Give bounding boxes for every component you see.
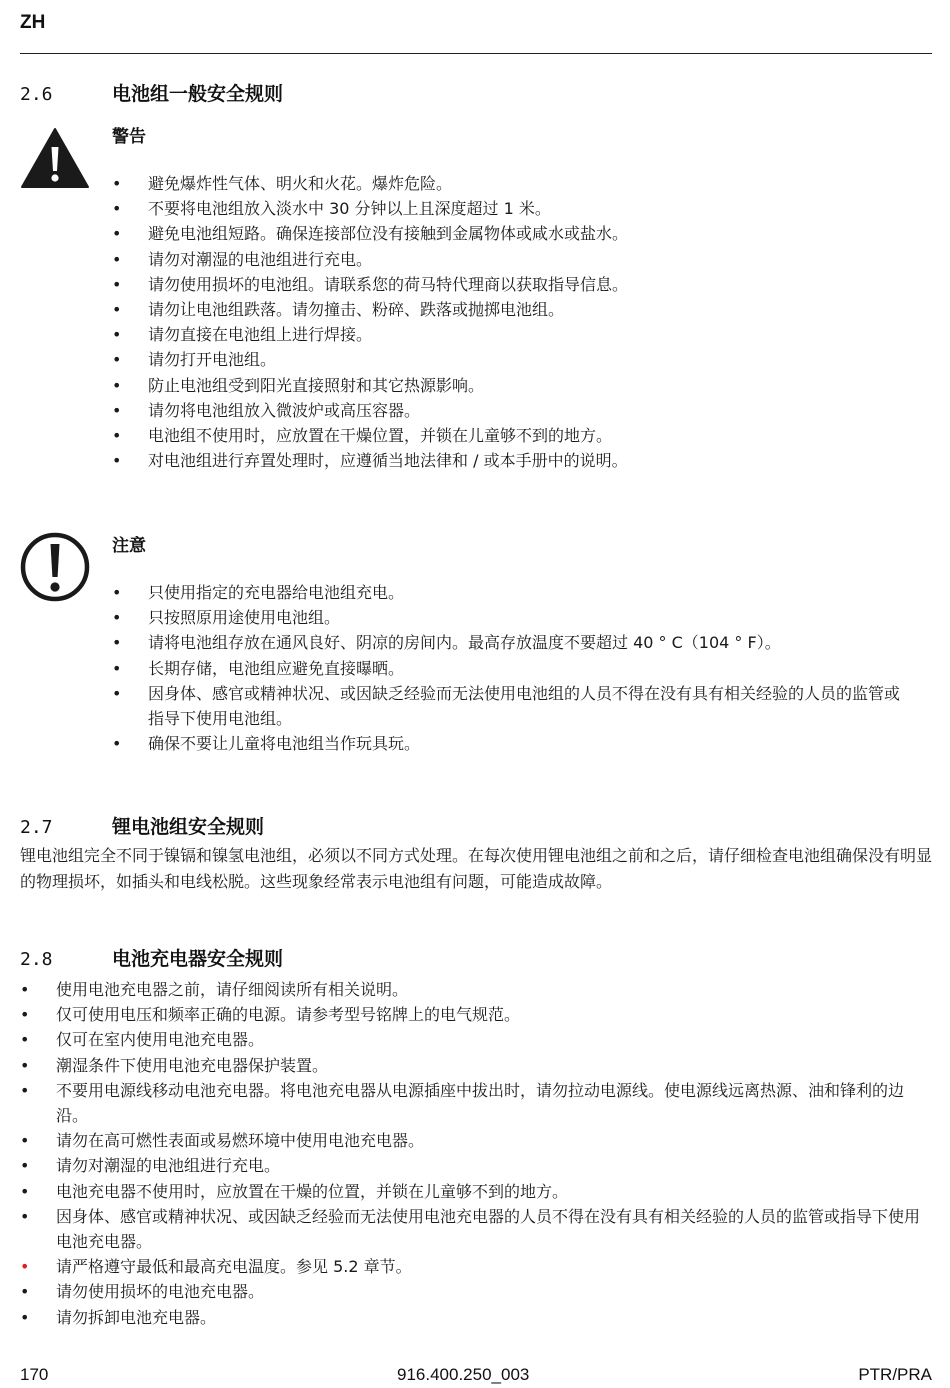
list-item-text: 请勿打开电池组。 [148,350,277,370]
list-item-text: 请勿让电池组跌落。请勿撞击、粉碎、跌落或抛掷电池组。 [148,300,565,320]
bullet-icon: • [112,451,122,471]
list-item [20,1305,920,1330]
bullet-icon: • [112,734,122,754]
bullet-icon: • [112,400,122,420]
list-item [112,221,912,246]
list-item [112,196,912,221]
list-item-text: 不要用电源线移动电池充电器。将电池充电器从电源插座中拔出时，请勿拉动电源线。使电源线远离热源、油和锋利的边沿。 [56,1080,905,1126]
list-item [112,398,912,423]
list-item [20,1254,920,1279]
list-item-text: 请勿将电池组放入微波炉或高压容器。 [148,400,421,420]
bullet-icon: • [112,249,122,269]
list-item-text: 只使用指定的充电器给电池组充电。 [148,583,405,602]
bullet-icon: • [20,1055,30,1075]
bullet-icon: • [20,980,30,999]
bullet-icon: • [112,224,122,244]
list-item-text: 不要将电池组放入淡水中 30 分钟以上且深度超过 1 米。 [148,199,551,219]
bullet-icon: • [20,1282,30,1302]
list-item [20,1027,920,1052]
list-item-text: 请严格遵守最低和最高充电温度。参见 5.2 章节。 [56,1257,412,1277]
list-item-text: 确保不要让儿童将电池组当作玩具玩。 [148,734,421,754]
list-item-text: 因身体、感官或精神状况、或因缺乏经验而无法使用电池组的人员不得在没有具有相关经验的人员的监管或指导下使用电池组。 [148,683,901,729]
caution-label: 注意 [112,536,146,556]
bullet-icon: • [112,199,122,219]
bullet-icon: • [112,375,122,395]
list-item [112,630,912,655]
section-number: 2.8 [20,949,53,970]
charger-safety-list [20,977,920,1330]
bullet-icon: • [112,633,122,653]
list-item [112,681,912,731]
caution-circle-exclamation-icon [19,531,91,603]
list-item-text: 潮湿条件下使用电池充电器保护装置。 [56,1055,329,1075]
list-item-text: 因身体、感官或精神状况、或因缺乏经验而无法使用电池充电器的人员不得在没有具有相关经验的人员的监管或指导下使用电池充电器。 [56,1206,921,1252]
list-item-text: 对电池组进行弃置处理时，应遵循当地法律和 / 或本手册中的说明。 [148,451,628,471]
list-item [112,448,912,473]
list-item [112,272,912,297]
bullet-icon: • [112,426,122,446]
section-heading-2-6 [20,79,283,106]
list-item [20,1153,920,1178]
section-title: 电池组一般安全规则 [112,83,284,105]
header-rule [20,53,932,54]
list-item-text: 请将电池组存放在通风良好、阴凉的房间内。最高存放温度不要超过 40 ° C（104 ° F）。 [148,633,781,653]
list-item [112,423,912,448]
list-item [112,656,912,681]
list-item [112,373,912,398]
list-item [20,1179,920,1204]
bullet-icon: • [112,274,122,294]
page-number: 170 [20,1365,49,1384]
bullet-icon: • [112,658,122,678]
bullet-icon: • [20,1257,30,1277]
product-name: PTR/PRA [858,1365,932,1384]
list-item-text: 电池充电器不使用时，应放置在干燥的位置，并锁在儿童够不到的地方。 [56,1181,569,1201]
list-item [20,977,920,1002]
list-item-text: 请勿直接在电池组上进行焊接。 [148,325,373,345]
list-item [20,1078,920,1128]
list-item-text: 长期存储，电池组应避免直接曝晒。 [148,658,405,678]
list-item [20,1279,920,1304]
list-item-text: 请勿对潮湿的电池组进行充电。 [148,249,373,269]
bullet-icon: • [20,1080,30,1100]
list-item-text: 防止电池组受到阳光直接照射和其它热源影响。 [148,375,485,395]
warning-list [112,171,912,473]
list-item [112,605,912,630]
list-item-text: 请勿拆卸电池充电器。 [56,1307,217,1327]
list-item [20,1053,920,1078]
list-item [112,731,912,756]
bullet-icon: • [112,174,122,193]
section-title: 锂电池组安全规则 [112,816,265,838]
list-item-text: 只按照原用途使用电池组。 [148,608,341,628]
bullet-icon: • [112,683,122,703]
list-item-text: 避免爆炸性气体、明火和火花。爆炸危险。 [148,174,453,193]
bullet-icon: • [112,583,122,602]
warning-triangle-icon [20,127,90,189]
caution-list [112,580,912,756]
bullet-icon: • [112,350,122,370]
list-item [112,347,912,372]
bullet-icon: • [20,1131,30,1151]
document-id: 916.400.250_003 [397,1365,530,1384]
list-item [112,171,912,196]
list-item-text: 避免电池组短路。确保连接部位没有接触到金属物体或咸水或盐水。 [148,224,629,244]
list-item-text: 使用电池充电器之前，请仔细阅读所有相关说明。 [56,980,409,999]
list-item [112,322,912,347]
list-item-text: 仅可使用电压和频率正确的电源。请参考型号铭牌上的电气规范。 [56,1005,521,1025]
bullet-icon: • [20,1181,30,1201]
section-heading-2-7 [20,812,264,839]
list-item-text: 请勿使用损坏的电池充电器。 [56,1282,265,1302]
list-item [20,1204,920,1254]
lithium-safety-paragraph: 锂电池组完全不同于镍镉和镍氢电池组，必须以不同方式处理。在每次使用锂电池组之前和之后，请仔细检查电池组确保没有明显的物理损坏，如插头和电线松脱。这些现象经常表示电池组有问题，可能造成故障。 [20,846,933,891]
bullet-icon: • [20,1030,30,1050]
section-number: 2.7 [20,817,53,838]
list-item-text: 请勿对潮湿的电池组进行充电。 [56,1156,281,1176]
bullet-icon: • [20,1156,30,1176]
list-item-text: 电池组不使用时，应放置在干燥位置，并锁在儿童够不到的地方。 [148,426,613,446]
warning-label: 警告 [112,127,146,147]
bullet-icon: • [20,1307,30,1327]
list-item [20,1002,920,1027]
bullet-icon: • [112,608,122,628]
section-number: 2.6 [20,84,53,105]
bullet-icon: • [20,1005,30,1025]
bullet-icon: • [20,1206,30,1226]
list-item [112,297,912,322]
list-item-text: 请勿使用损坏的电池组。请联系您的荷马特代理商以获取指导信息。 [148,274,629,294]
bullet-icon: • [112,300,122,320]
list-item [112,580,912,605]
list-item-text: 请勿在高可燃性表面或易燃环境中使用电池充电器。 [56,1131,425,1151]
list-item [112,247,912,272]
list-item-text: 仅可在室内使用电池充电器。 [56,1030,265,1050]
bullet-icon: • [112,325,122,345]
list-item [20,1128,920,1153]
section-title: 电池充电器安全规则 [112,948,284,970]
section-heading-2-8 [20,944,283,971]
language-tag: ZH [20,12,46,33]
